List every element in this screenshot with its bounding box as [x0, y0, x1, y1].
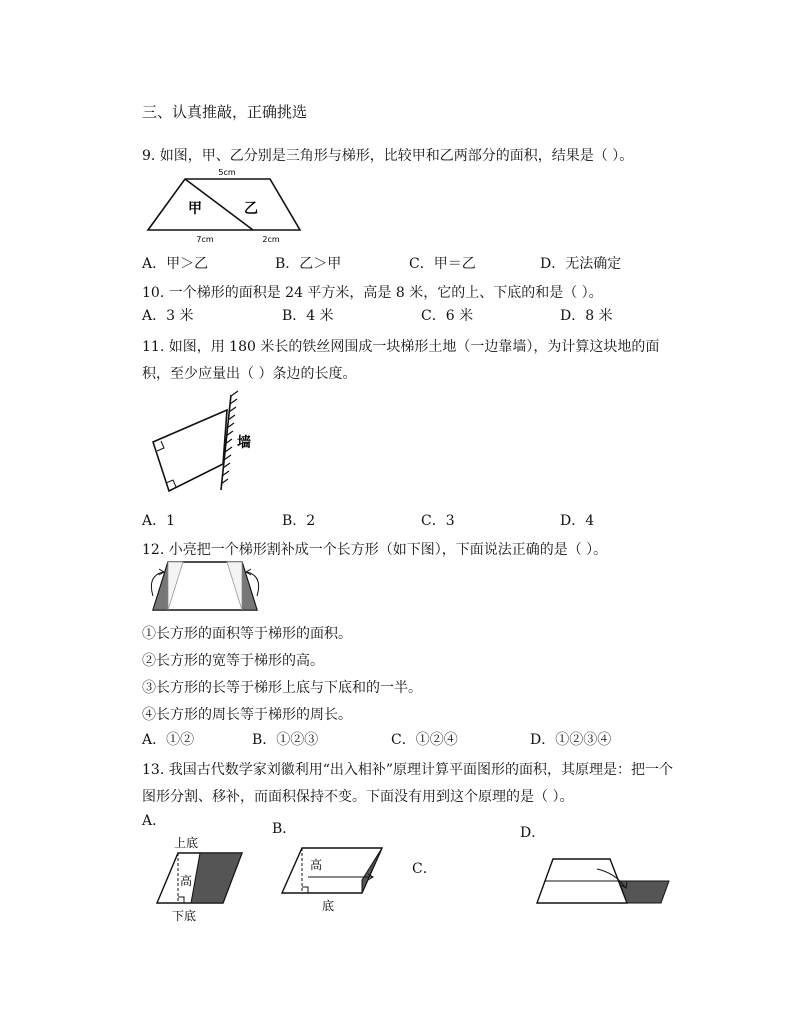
q9-trapezoid [148, 179, 300, 230]
q12-option-d[interactable]: D．①②③④ [530, 732, 612, 748]
q12-left-moved [168, 562, 183, 610]
q13a-top-label: 上底 [173, 836, 199, 850]
q9-option-b[interactable]: B．乙＞甲 [275, 256, 342, 272]
section-title: 三、认真推敲，正确挑选 [142, 103, 308, 121]
q12-left-cut [153, 562, 168, 610]
q9-option-c[interactable]: C．甲＝乙 [409, 256, 476, 272]
q11-stem-line2: 积，至少应量出（ ）条边的长度。 [142, 366, 357, 382]
q9-option-d[interactable]: D．无法确定 [540, 256, 622, 272]
q13-stem-line2: 图形分割、移补，而面积保持不变。下面没有用到这个原理的是（ ）。 [142, 789, 574, 805]
q12-right-cut [242, 562, 257, 610]
q12-stem: 12. 小亮把一个梯形割补成一个长方形（如下图），下面说法正确的是（ ）。 [142, 542, 608, 558]
q13-option-a[interactable]: A． [142, 813, 167, 829]
q13-option-c[interactable]: C． [412, 861, 437, 877]
q11-right-angle-top [157, 441, 164, 451]
q9-option-a[interactable]: A．甲＞乙 [142, 256, 209, 272]
q10-option-c[interactable]: C．6 米 [421, 308, 474, 324]
q9-label-bottom-right: 2cm [262, 235, 280, 244]
q13-stem-line1: 13. 我国古代数学家刘徽利用“出入相补”原理计算平面图形的面积，其原理是：把一个 [142, 762, 674, 778]
q10-option-b[interactable]: B．4 米 [282, 308, 334, 324]
q11-option-b[interactable]: B．2 [282, 513, 316, 529]
q9-label-bottom-left: 7cm [196, 235, 214, 244]
q11-wall-label: 墙 [237, 435, 251, 451]
q12-option-a[interactable]: A．①② [142, 732, 195, 748]
q12-option-b[interactable]: B．①②③ [252, 732, 319, 748]
q11-option-a[interactable]: A．1 [142, 513, 176, 529]
q9-label-yi: 乙 [244, 201, 258, 217]
q13b-parallelogram [282, 848, 382, 893]
q10-option-a[interactable]: A．3 米 [142, 308, 194, 324]
q12-statement-3: ③长方形的长等于梯形上底与下底和的一半。 [142, 680, 422, 696]
q12-right-moved [227, 562, 242, 610]
q13b-shaded [362, 848, 382, 893]
q11-figure [145, 390, 265, 500]
q13-figure-a [150, 833, 250, 927]
q13-figure-d [535, 855, 675, 907]
q9-label-jia: 甲 [188, 201, 202, 217]
q11-option-d[interactable]: D．4 [560, 513, 595, 529]
q9-stem: 9. 如图，甲、乙分别是三角形与梯形，比较甲和乙两部分的面积，结果是（ ）。 [142, 148, 634, 164]
q12-figure [145, 558, 265, 614]
q13a-right-angle [178, 897, 184, 903]
q10-stem: 10. 一个梯形的面积是 24 平方米，高是 8 米，它的上、下底的和是（ ）。 [142, 285, 603, 301]
q12-option-c[interactable]: C．①②④ [391, 732, 458, 748]
q13a-shaded [191, 853, 242, 903]
q9-figure [145, 165, 305, 247]
q12-statement-4: ④长方形的周长等于梯形的周长。 [142, 707, 352, 723]
q13-option-d[interactable]: D． [520, 825, 546, 841]
q11-trapezoid [153, 410, 227, 491]
q13a-mid-label: 高 [179, 874, 193, 888]
q13b-right-angle [302, 887, 308, 893]
q13a-bottom-label: 下底 [171, 909, 197, 923]
q11-option-c[interactable]: C．3 [421, 513, 455, 529]
q13-option-b[interactable]: B． [272, 821, 297, 837]
q12-statement-2: ②长方形的宽等于梯形的高。 [142, 653, 324, 669]
q9-label-top: 5cm [218, 168, 236, 177]
q13-figure-b [280, 845, 390, 915]
q11-stem-line1: 11. 如图，用 180 米长的铁丝网围成一块梯形土地（一边靠墙），为计算这块地的面 [142, 339, 660, 355]
q12-statement-1: ①长方形的面积等于梯形的面积。 [142, 626, 352, 642]
q13b-bottom-label: 底 [321, 899, 335, 913]
q13b-mid-label: 高 [309, 858, 323, 872]
q10-option-d[interactable]: D．8 米 [560, 308, 613, 324]
